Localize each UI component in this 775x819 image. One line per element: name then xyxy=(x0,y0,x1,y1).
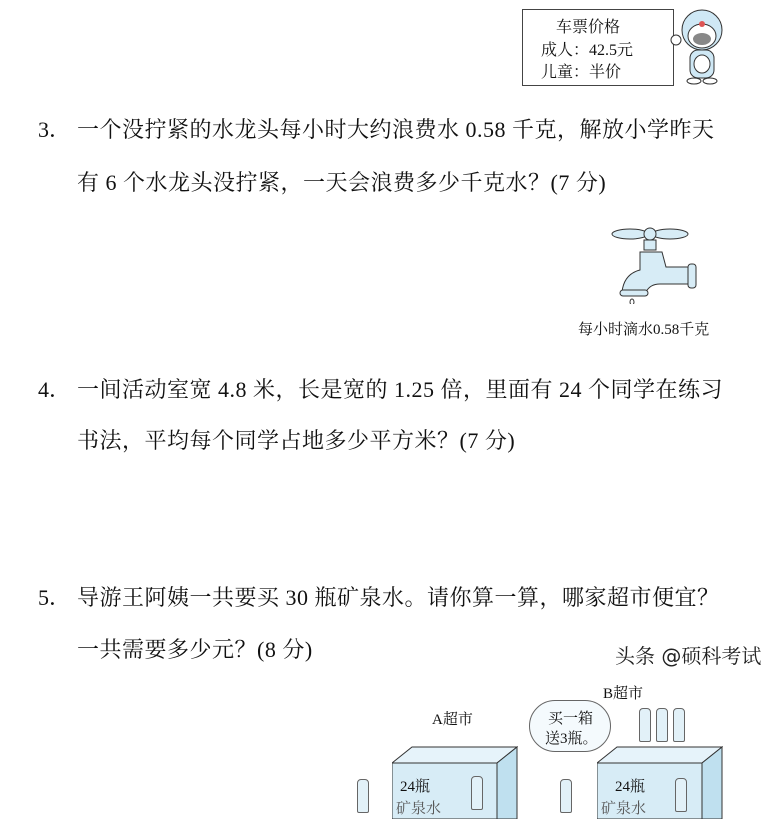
question-4-line-1: 一间活动室宽 4.8 米，长是宽的 1.25 倍，里面有 24 个同学在练习 xyxy=(77,377,724,402)
doraemon-illustration xyxy=(668,6,730,86)
ticket-title: 车票价格 xyxy=(556,19,621,36)
question-4-line-2: 书法，平均每个同学占地多少平方米？(7 分) xyxy=(77,428,516,453)
ticket-adult: 成人：42.5元 xyxy=(541,42,634,59)
bottle-icon xyxy=(471,776,483,810)
ticket-price-box xyxy=(522,9,674,86)
bottle-icon xyxy=(357,779,369,813)
promo-line-1: 买一箱 xyxy=(548,711,594,727)
bottle-icon xyxy=(560,779,572,813)
store-a-count: 24瓶 xyxy=(400,779,431,795)
question-3-line-2: 有 6 个水龙头没拧紧，一天会浪费多少千克水？(7 分) xyxy=(77,170,607,195)
store-b-name: B超市 xyxy=(603,686,644,702)
question-5-line-1: 导游王阿姨一共要买 30 瓶矿泉水。请你算一算，哪家超市便宜？ xyxy=(77,585,720,610)
question-3-line-1: 一个没拧紧的水龙头每小时大约浪费水 0.58 千克，解放小学昨天 xyxy=(77,117,715,142)
store-a-name: A超市 xyxy=(432,712,473,728)
bottle-icon xyxy=(656,708,668,742)
faucet-illustration xyxy=(610,222,710,304)
store-b-count: 24瓶 xyxy=(615,779,646,795)
ticket-child: 儿童：半价 xyxy=(541,64,622,81)
promo-line-2: 送3瓶。 xyxy=(545,731,598,747)
question-5-number: 5． xyxy=(38,585,72,610)
question-4-number: 4． xyxy=(38,377,72,402)
bottle-icon xyxy=(639,708,651,742)
bottle-icon xyxy=(673,708,685,742)
faucet-caption: 每小时滴水0.58千克 xyxy=(578,322,710,338)
store-b-label: 矿泉水 xyxy=(601,801,647,817)
bottle-icon xyxy=(675,778,687,812)
store-a-label: 矿泉水 xyxy=(396,801,442,817)
question-3-number: 3． xyxy=(38,117,72,142)
watermark: 头条 @硕科考试 xyxy=(615,644,762,668)
question-5-line-2: 一共需要多少元？(8 分) xyxy=(77,637,313,662)
